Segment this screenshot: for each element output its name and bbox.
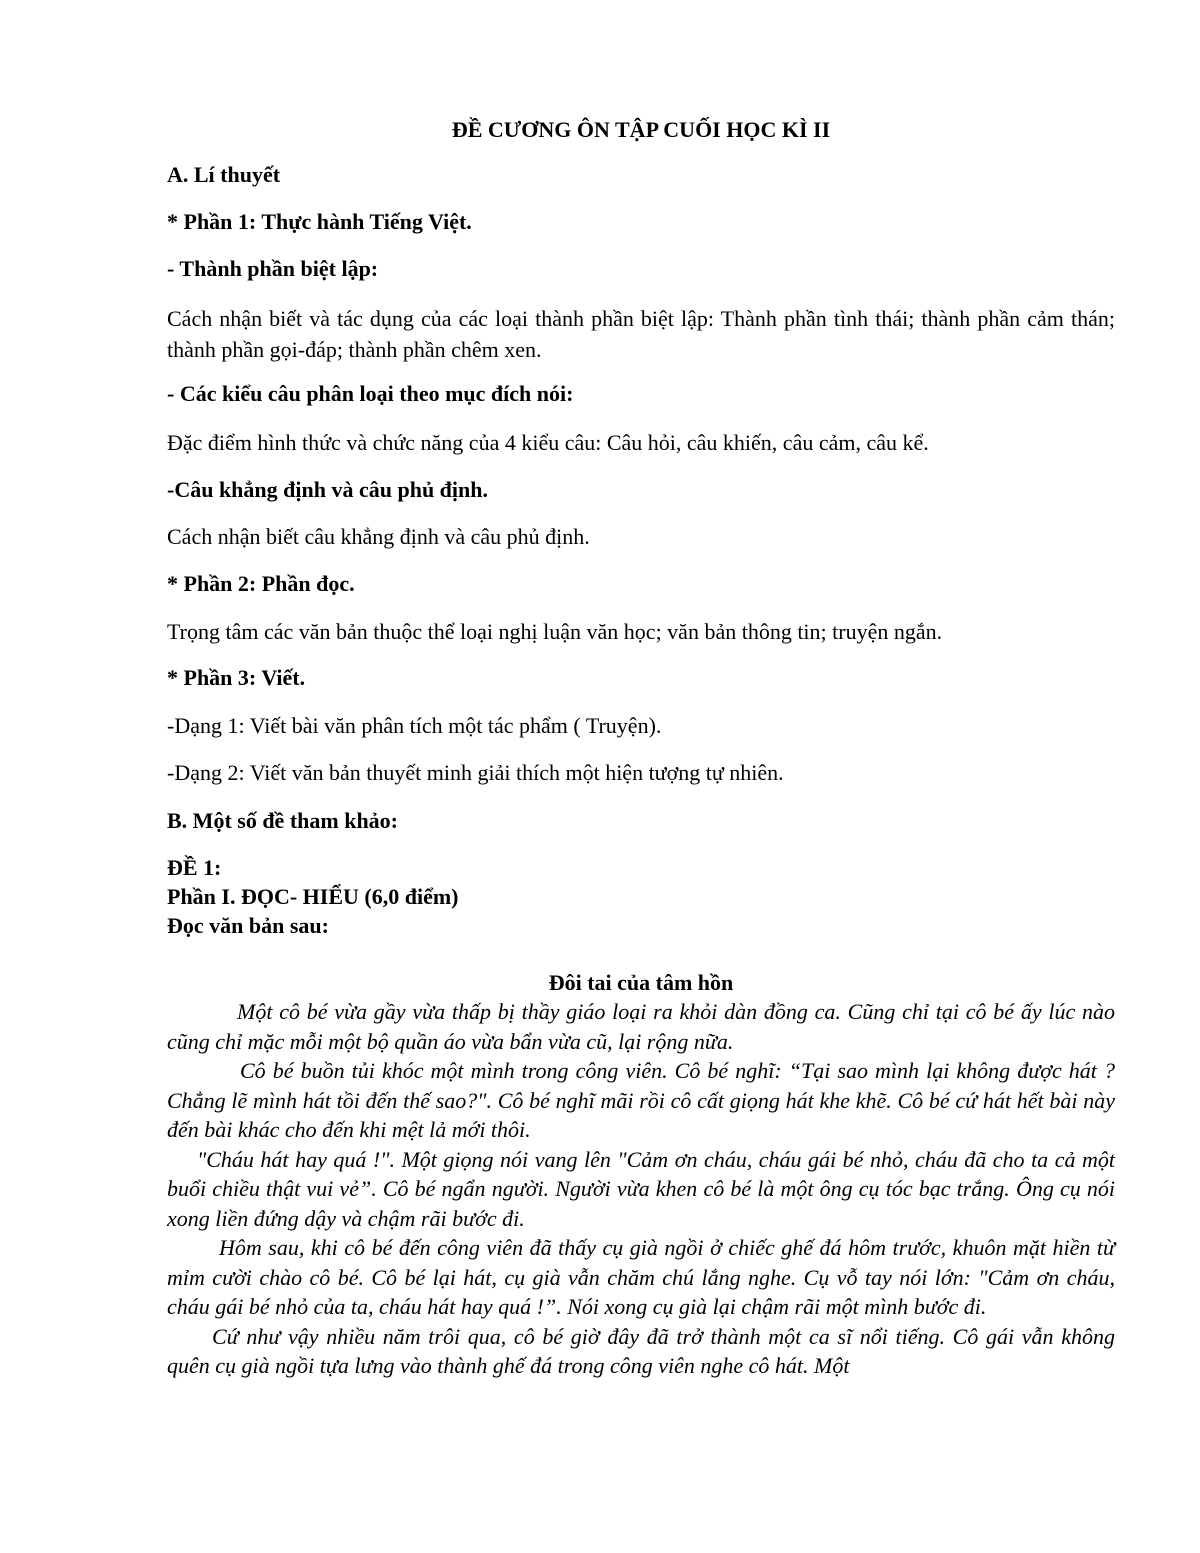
independent-components-heading: - Thành phần biệt lập: [167,256,379,281]
reading-section-heading: Phần I. ĐỌC- HIỂU (6,0 điểm) [167,884,459,909]
exam1-heading: ĐỀ 1: [167,855,222,880]
section-a-heading: A. Lí thuyết [167,162,281,187]
part3-heading: * Phần 3: Viết. [167,665,306,690]
affirm-negate-heading: -Câu khẳng định và câu phủ định. [167,477,488,502]
reading-instruction: Đọc văn bản sau: [167,913,329,938]
story-paragraph: Một cô bé vừa gầy vừa thấp bị thầy giáo loại ra khỏi dàn đồng ca. Cũng chỉ tại cô bé ấy lúc nào cũng chỉ mặc mỗi một bộ quần áo vừa bẩn vừa cũ, lại rộng nữa. [167,999,1115,1054]
sentence-types-heading: - Các kiểu câu phân loại theo mục đích nói: [167,381,574,406]
story-paragraph: Cứ như vậy nhiều năm trôi qua, cô bé giờ đây đã trở thành một ca sĩ nổi tiếng. Cô gái vẫn không quên cụ già ngồi tựa lưng vào thành ghế đá trong công viên nghe cô hát. Một [167,1323,1115,1378]
story-body [167,997,1115,1381]
section-b-heading: B. Một số đề tham khảo: [167,808,399,833]
story-title: Đôi tai của tâm hồn [548,970,734,995]
affirm-negate-text: Cách nhận biết câu khẳng định và câu phủ định. [167,524,590,549]
part3-type1: -Dạng 1: Viết bài văn phân tích một tác phẩm ( Truyện). [167,713,662,738]
document-title: ĐỀ CƯƠNG ÔN TẬP CUỐI HỌC KÌ II [451,117,831,142]
story-paragraph: Cô bé buồn tủi khóc một mình trong công viên. Cô bé nghĩ: “Tại sao mình lại không được hát ? Chẳng lẽ mình hát tồi đến thế sao?". Cô bé nghĩ mãi rồi cô cất giọng hát khe khẽ. Cô bé cứ hát hết bài này đến bài khác cho đến khi mệt lả mới thôi. [167,1058,1115,1142]
story-paragraph: "Cháu hát hay quá !". Một giọng nói vang lên "Cảm ơn cháu, cháu gái bé nhỏ, cháu đã cho ta cả một buổi chiều thật vui vẻ”. Cô bé ngẩn người. Người vừa khen cô bé là một ông cụ tóc bạc trắng. Ông cụ nói xong liền đứng dậy và chậm rãi bước đi. [167,1146,1115,1231]
part3-type2: -Dạng 2: Viết văn bản thuyết minh giải thích một hiện tượng tự nhiên. [167,760,784,785]
sentence-types-text: Đặc điểm hình thức và chức năng của 4 kiểu câu: Câu hỏi, câu khiến, câu cảm, câu kể. [167,430,929,455]
part2-heading: * Phần 2: Phần đọc. [167,571,355,596]
story-paragraph: Hôm sau, khi cô bé đến công viên đã thấy cụ già ngồi ở chiếc ghế đá hôm trước, khuôn mặt hiền từ mỉm cười chào cô bé. Cô bé lại hát, cụ già vẫn chăm chú lắng nghe. Cụ vỗ tay nói lớn: "Cảm ơn cháu, cháu gái bé nhỏ của ta, cháu hát hay quá !”. Nói xong cụ già lại chậm rãi một mình bước đi. [167,1235,1115,1319]
part1-heading: * Phần 1: Thực hành Tiếng Việt. [167,209,472,234]
independent-components-text: Cách nhận biết và tác dụng của các loại thành phần biệt lập: Thành phần tình thái; thành phần cảm thán; thành phần gọi-đáp; thành phần chêm xen. [167,306,1115,362]
part2-text: Trọng tâm các văn bản thuộc thể loại nghị luận văn học; văn bản thông tin; truyện ngắn. [167,619,943,644]
